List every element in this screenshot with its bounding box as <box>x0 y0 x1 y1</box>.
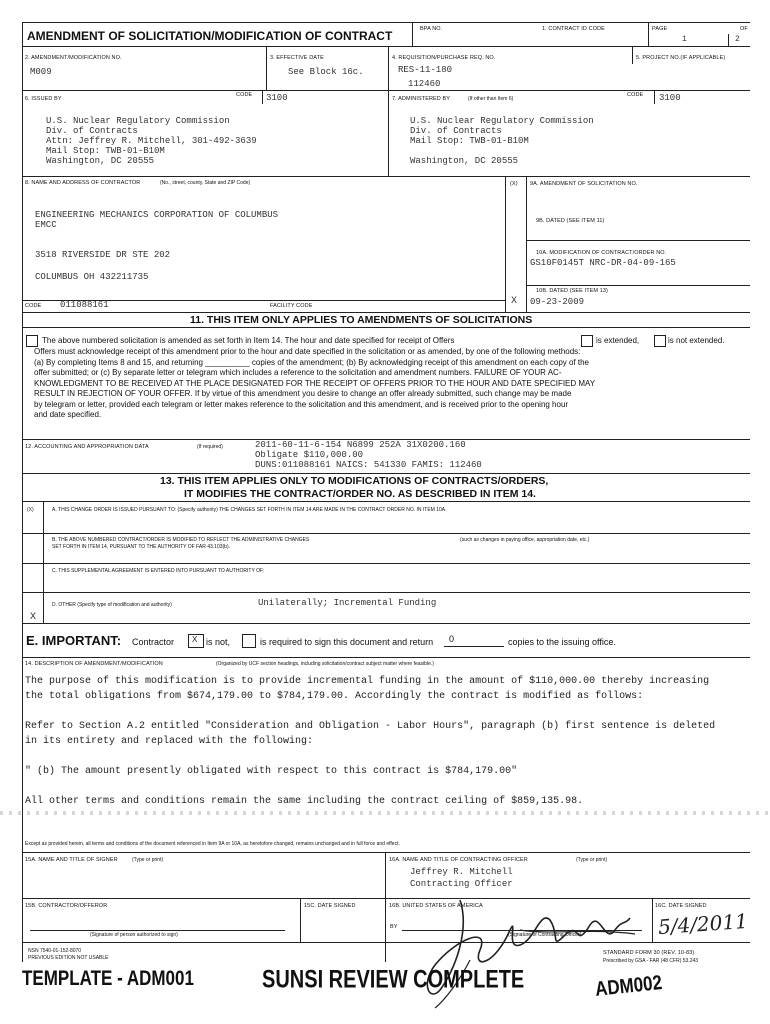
requisition-value-2: 112460 <box>408 79 441 89</box>
by-label: BY <box>390 924 398 930</box>
item13-title-2: IT MODIFIES THE CONTRACT/ORDER NO. AS DESCRIBED IN ITEM 14. <box>184 488 536 500</box>
contractor-offeror-label: 15B. CONTRACTOR/OFFEROR <box>25 903 108 909</box>
is-required-text: is required to sign this document and return <box>260 637 434 647</box>
solicitation-checkbox[interactable] <box>26 335 38 347</box>
issued-code-label: CODE <box>236 92 253 98</box>
administered-by-note: (If other than Item 6) <box>468 96 514 102</box>
accounting-label-note: (If required) <box>197 444 223 450</box>
requisition-label: 4. REQUISITION/PURCHASE REQ. NO. <box>392 55 496 61</box>
officer-date-label: 16C. DATE SIGNED <box>655 903 707 909</box>
project-no-label: 5. PROJECT NO.(IF APPLICABLE) <box>636 55 726 61</box>
extended-label: is extended, <box>596 336 640 345</box>
supplemental-row: C. THIS SUPPLEMENTAL AGREEMENT IS ENTERED INTO PURSUANT TO AUTHORITY OF: <box>52 568 265 574</box>
nsn-label: NSN 7540-01-152-8070 <box>28 948 82 954</box>
officer-label-note: (Type or print) <box>576 857 608 863</box>
previous-edition-label: PREVIOUS EDITION NOT USABLE <box>28 955 109 961</box>
amend-9a-label: 9A. AMENDMENT OF SOLICITATION NO. <box>530 181 638 187</box>
admin-code: 3100 <box>659 93 681 103</box>
description-note: (Organized by UCF section headings, including solicitation/contract subject matter where feasible.) <box>216 661 434 667</box>
important-label: E. IMPORTANT: <box>26 633 122 648</box>
contractor-name: ENGINEERING MECHANICS CORPORATION OF COLUMBUS <box>35 210 279 220</box>
amendment-no-label: 2. AMENDMENT/MODIFICATION NO. <box>25 55 122 61</box>
page-total: 2 <box>735 35 740 44</box>
amendment-no-value: M009 <box>30 67 52 77</box>
requisition-value: RES-11-180 <box>398 65 453 75</box>
admin-changes-row-2: SET FORTH IN ITEM 14, PURSUANT TO THE AUTHORITY OF FAR 43.103(b). <box>52 544 231 550</box>
copies-count: 0 <box>449 634 455 644</box>
mod-10a-value: GS10F0145T NRC-DR-04-09-165 <box>530 258 676 268</box>
officer-label: 16A. NAME AND TITLE OF CONTRACTING OFFICER <box>389 857 528 863</box>
x-mark-10: X <box>511 296 518 307</box>
contractor-code-label: CODE <box>25 303 42 309</box>
other-authority: Unilaterally; Incremental Funding <box>258 598 437 608</box>
officer-name: Jeffrey R. Mitchell <box>410 867 513 877</box>
signer-label-note: (Type or print) <box>132 857 164 863</box>
standard-form-label: STANDARD FORM 30 (REV. 10-83) <box>603 950 695 956</box>
copies-text: copies to the issuing office. <box>508 637 616 647</box>
page-number: 1 <box>682 35 687 44</box>
form-title: AMENDMENT OF SOLICITATION/MODIFICATION OF CONTRACT <box>27 29 393 43</box>
contractor-label-note: (No., street, county, State and ZIP Code) <box>160 180 251 186</box>
x-column-13: (X) <box>27 507 34 513</box>
officer-signature-caption: (Signature of Contracting Officer) <box>508 932 582 938</box>
item11-instructions: Offers must acknowledge receipt of this amendment prior to the hour and date specified in the solicitation or as amended, by one of the following methods: (a) By completing Items 8 and 15, and returning __________ copies of the amendment; (b) By acknowledging receipt of this amendment on each copy of the offer submitted; or (c) By separate letter or telegram which includes a reference to the solicitation and amendment numbers. FAILURE OF YOUR AC- KNOWLEDGMENT TO BE RECEIVED AT THE PLACE DESIGNATED FOR THE RECEIPT OF OFFERS PRIOR TO THE HOUR AND DATE SPECIFIED MAY RESULT IN REJECTION OF YOUR OFFER. If by virtue of this amendment you desire to change an offer already submitted, such change may be made by telegram or letter, provided each telegram or letter makes reference to the solicitation and this amendment, and is received prior to the opening hour and date specified. <box>34 347 596 419</box>
page-label: PAGE <box>652 26 668 32</box>
issued-by-label: 6. ISSUED BY <box>25 96 62 102</box>
is-not-label: is not, <box>206 637 231 647</box>
description-text: The purpose of this modification is to provide incremental funding in the amount of $110,000.00 thereby increasing the total obligations from $674,179.00 to $784,179.00. Accordingly the contract is modified as follows: Refer to Section A.2 entitled "Consideration and Obligation - Labor Hours", paragraph (b) first sentence is deleted in its entirety and replaced with the following: " (b) The amount presently obligated with respect to this contract is $784,179.00" All other terms and conditions remain the same including the contract ceiling of $859,135.98. <box>25 676 716 807</box>
accounting-data: 2011-60-11-6-154 N6899 252A 31X0200.160 Obligate $110,000.00 DUNS:011088161 NAICS: 541330 FAMIS: 112460 <box>255 440 482 470</box>
contractor-name-2: EMCC <box>35 220 57 230</box>
dated-10b-label: 10B. DATED (SEE ITEM 13) <box>536 288 608 294</box>
sunsi-review-stamp: SUNSI REVIEW COMPLETE <box>262 966 525 994</box>
scan-noise-line <box>0 811 770 815</box>
admin-changes-row: B. THE ABOVE NUMBERED CONTRACT/ORDER IS MODIFIED TO REFLECT THE ADMINISTRATIVE CHANGES <box>52 537 310 543</box>
effective-date-label: 3. EFFECTIVE DATE <box>270 55 324 61</box>
item11-line1: The above numbered solicitation is amended as set forth in Item 14. The hour and date specified for receipt of Offers <box>42 336 455 345</box>
administered-by-address: U.S. Nuclear Regulatory Commission Div. of Contracts Mail Stop: TWB-01-B10M Washington, DC 20555 <box>410 116 594 166</box>
except-text: Except as provided herein, all terms and conditions of the document referenced in Item 9A or 10A, as heretofore changed, remains unchanged and in full force and effect. <box>25 841 400 847</box>
contractor-address: 3518 RIVERSIDE DR STE 202 <box>35 250 171 260</box>
dated-10b-value: 09-23-2009 <box>530 297 585 307</box>
template-stamp: TEMPLATE - ADM001 <box>22 966 194 990</box>
contractor-signature-caption: (Signature of person authorized to sign) <box>90 932 178 938</box>
x-mark-d: X <box>30 612 37 623</box>
contractor-date-label: 15C. DATE SIGNED <box>304 903 356 909</box>
contractor-code: 011088161 <box>60 300 109 310</box>
extended-checkbox[interactable] <box>581 335 593 347</box>
contractor-word: Contractor <box>132 637 175 647</box>
bpa-label: BPA NO. <box>420 26 443 32</box>
not-extended-label: is not extended. <box>668 336 725 345</box>
facility-code-label: FACILITY CODE <box>270 303 313 309</box>
mod-10a-label: 10A. MODIFICATION OF CONTRACT/ORDER NO. <box>536 250 667 256</box>
effective-date-value: See Block 16c. <box>288 67 364 77</box>
issued-by-address: U.S. Nuclear Regulatory Commission Div. of Contracts Attn: Jeffrey R. Mitchell, 301-492-3639 Mail Stop: TWB-01-B10M Washington, DC 20555 <box>46 116 257 166</box>
change-order-row: A. THIS CHANGE ORDER IS ISSUED PURSUANT TO: (Specify authority) THE CHANGES SET FORTH IN ITEM 14 ARE MADE IN THE CONTRACT ORDER NO. IN ITEM 10A. <box>52 507 447 513</box>
signer-label: 15A. NAME AND TITLE OF SIGNER <box>25 857 118 863</box>
officer-title: Contracting Officer <box>410 879 513 889</box>
item13-title: 13. THIS ITEM APPLIES ONLY TO MODIFICATIONS OF CONTRACTS/ORDERS, <box>160 475 549 487</box>
adm-stamp: ADM002 <box>594 970 664 1001</box>
item11-title: 11. THIS ITEM ONLY APPLIES TO AMENDMENTS OF SOLICITATIONS <box>190 314 533 326</box>
contractor-city: COLUMBUS OH 432211735 <box>35 272 149 282</box>
administered-by-label: 7. ADMINISTERED BY <box>392 96 451 102</box>
is-not-checkbox[interactable]: X <box>188 634 204 648</box>
not-extended-checkbox[interactable] <box>654 335 666 347</box>
is-required-checkbox[interactable] <box>242 634 256 648</box>
contractor-label: 8. NAME AND ADDRESS OF CONTRACTOR <box>25 180 141 186</box>
of-label: OF <box>740 26 748 32</box>
admin-code-label: CODE <box>627 92 644 98</box>
prescribed-label: Prescribed by GSA - FAR (48 CFR) 53.243 <box>603 958 699 964</box>
admin-changes-note: (such as changes in paying office, appropriation date, etc.) <box>460 537 590 543</box>
usa-label: 16B. UNITED STATES OF AMERICA <box>389 903 483 909</box>
date-signed-handwritten: 5/4/2011 <box>657 908 749 940</box>
x-column-label: (X) <box>510 181 518 187</box>
accounting-label: 12. ACCOUNTING AND APPROPRIATION DATA <box>25 444 149 450</box>
issued-code: 3100 <box>266 93 288 103</box>
contract-id-label: 1. CONTRACT ID CODE <box>542 26 605 32</box>
dated-9b-label: 9B. DATED (SEE ITEM 11) <box>536 218 605 224</box>
other-row: D. OTHER (Specify type of modification and authority) <box>52 602 172 608</box>
description-label: 14. DESCRIPTION OF AMENDMENT/MODIFICATION <box>25 661 163 667</box>
